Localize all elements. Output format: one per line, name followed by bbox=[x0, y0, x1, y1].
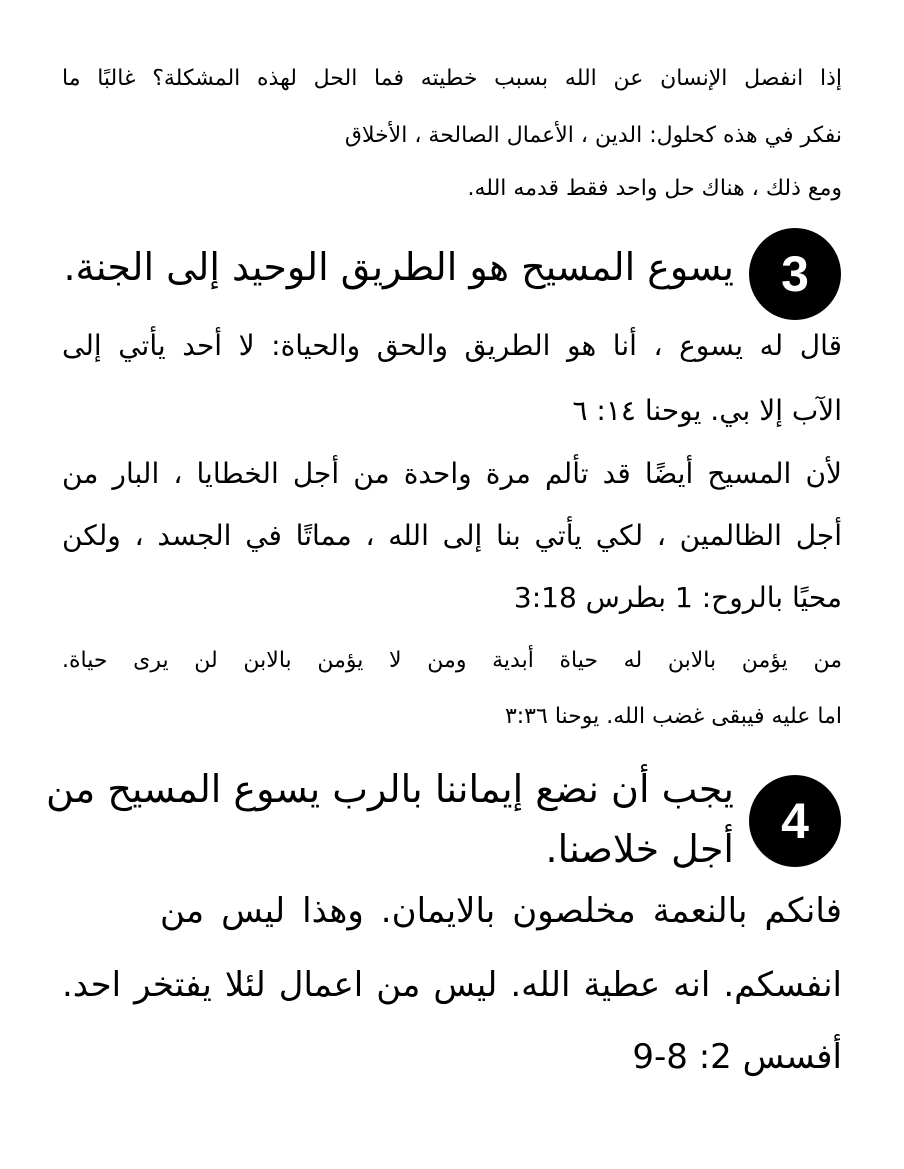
intro-line-1: إذا انفصل الإنسان عن الله بسبب خطيته فما الحل لهذه المشكلة؟ غالبًا ما bbox=[62, 66, 842, 91]
section-3-verse-2-line-3: محيًا بالروح: 1 بطرس 3:18 bbox=[513, 581, 842, 614]
section-3-verse-3-line-2: اما عليه فيبقى غضب الله. يوحنا ٣:٣٦ bbox=[504, 704, 842, 729]
section-4-heading-line-1: يجب أن نضع إيماننا بالرب يسوع المسيح من bbox=[45, 767, 734, 811]
step-3-badge: 3 bbox=[749, 228, 841, 320]
intro-line-3: ومع ذلك ، هناك حل واحد فقط قدمه الله. bbox=[467, 176, 842, 201]
section-4-verse-reference: أفسس 2: 8-9 bbox=[632, 1037, 842, 1077]
section-4-verse-line-2: انفسكم. انه عطية الله. ليس من اعمال لئلا يفتخر احد. bbox=[62, 965, 842, 1005]
section-3-verse-2-line-1: لأن المسيح أيضًا قد تألم مرة واحدة من أجل الخطايا ، البار من bbox=[62, 457, 842, 490]
section-3-verse-2-line-2: أجل الظالمين ، لكي يأتي بنا إلى الله ، مماتًا في الجسد ، ولكن bbox=[62, 519, 842, 552]
section-3-verse-1-line-1: قال له يسوع ، أنا هو الطريق والحق والحياة: لا أحد يأتي إلى bbox=[62, 329, 842, 362]
section-3-verse-3-line-1: من يؤمن بالابن له حياة أبدية ومن لا يؤمن بالابن لن يرى حياة. bbox=[62, 648, 842, 673]
section-4-verse-line-1: فانكم بالنعمة مخلصون بالايمان. وهذا ليس من bbox=[160, 891, 842, 931]
section-4-heading-line-2: أجل خلاصنا. bbox=[545, 827, 734, 871]
section-3-heading: يسوع المسيح هو الطريق الوحيد إلى الجنة. bbox=[63, 245, 734, 289]
section-3-verse-1-line-2: الآب إلا بي. يوحنا ١٤: ٦ bbox=[572, 394, 842, 427]
step-4-badge: 4 bbox=[749, 775, 841, 867]
intro-line-2: نفكر في هذه كحلول: الدين ، الأعمال الصالحة ، الأخلاق bbox=[344, 123, 842, 148]
